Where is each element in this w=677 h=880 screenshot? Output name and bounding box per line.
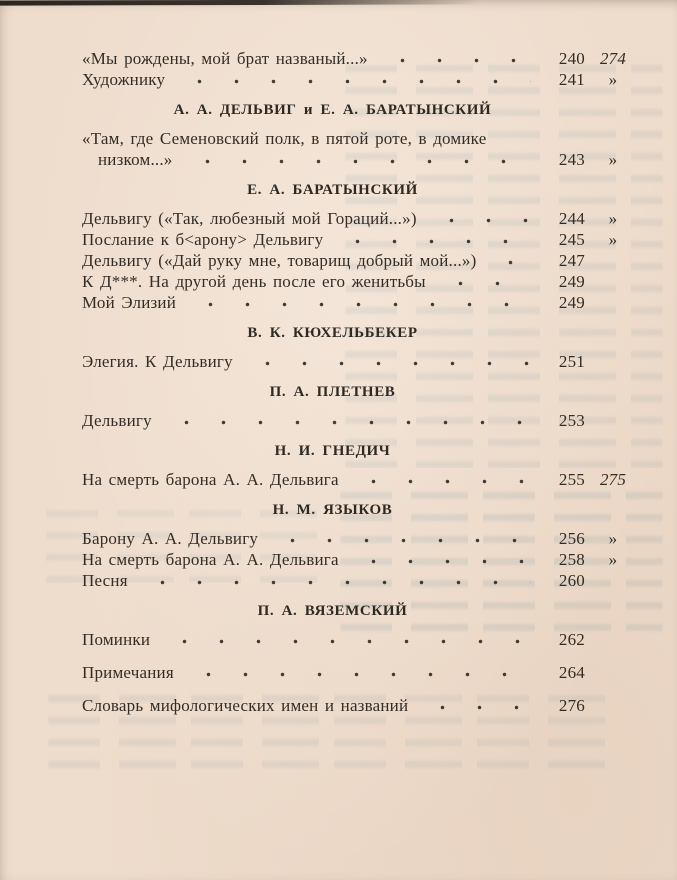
entry-title-line2: низком...» (98, 150, 173, 169)
toc-section (82, 662, 641, 683)
second-page-number: » (608, 230, 618, 249)
entry-title: Барону А. А. Дельвигу (82, 529, 259, 548)
entry-title: Примечания (82, 663, 174, 682)
second-page-number: 274 (599, 49, 627, 68)
toc-entry-continuation (82, 149, 641, 170)
page-number: 247 (558, 251, 585, 270)
dot-leader (333, 229, 531, 250)
toc-section (82, 48, 641, 90)
toc-entry (82, 351, 641, 372)
second-page-number: » (608, 70, 618, 89)
toc-entry (82, 128, 641, 149)
dot-leader (268, 528, 531, 549)
entry-title: Песня (82, 571, 128, 590)
toc-section (82, 100, 641, 170)
toc-entry (82, 271, 641, 292)
toc (82, 48, 641, 716)
toc-entry (82, 250, 641, 271)
page-number: 256 (558, 529, 585, 548)
page-number: 276 (558, 696, 585, 715)
entry-title: Дельвигу (82, 411, 152, 430)
page-number: 249 (558, 293, 585, 312)
toc-section (82, 500, 641, 591)
entry-title: Элегия. К Дельвигу (82, 352, 233, 371)
page-number: 251 (558, 352, 585, 371)
page-number: 245 (558, 230, 585, 249)
second-page-number: » (608, 529, 618, 548)
entry-title: Поминки (82, 630, 151, 649)
entry-title: «Мы рождены, мой брат названый...» (82, 49, 368, 68)
entry-title: Послание к б<арону> Дельвигу (82, 230, 324, 249)
entry-title: Дельвигу («Дай руку мне, товарищ добрый мой...») (82, 251, 477, 270)
toc-entry (82, 469, 641, 490)
toc-entry (82, 662, 641, 683)
second-page-number: 275 (599, 470, 627, 489)
dot-leader (184, 662, 531, 683)
toc-section (82, 180, 641, 313)
toc-section (82, 695, 641, 716)
page-number: 262 (558, 630, 585, 649)
second-page-number: » (608, 209, 618, 228)
dot-leader (436, 271, 531, 292)
toc-entry (82, 629, 641, 650)
entry-title: Мой Элизий (82, 293, 177, 312)
dot-leader (186, 292, 531, 313)
entry-title: Дельвигу («Так, любезный мой Гораций...») (82, 209, 417, 228)
dot-leader (349, 549, 531, 570)
toc-entry (82, 695, 641, 716)
toc-entry (82, 48, 641, 69)
author-heading: Е. А. БАРАТЫНСКИЙ (247, 182, 418, 198)
dot-leader (427, 208, 531, 229)
author-heading: П. А. ВЯЗЕМСКИЙ (257, 603, 408, 619)
page-number: 240 (558, 49, 585, 68)
page-number: 264 (558, 663, 585, 682)
toc-section (82, 323, 641, 372)
dot-leader (243, 351, 531, 372)
toc-entry (82, 528, 641, 549)
page-number: 249 (558, 272, 585, 291)
dot-leader (138, 570, 531, 591)
toc-entry (82, 410, 641, 431)
page-number: 244 (558, 209, 585, 228)
page-number: 258 (558, 550, 585, 569)
dot-leader (162, 410, 531, 431)
entry-title: Художнику (82, 70, 166, 89)
dot-leader (349, 469, 531, 490)
dot-leader (160, 629, 531, 650)
dot-leader (486, 250, 531, 271)
scan-edge-shadow (0, 0, 480, 6)
toc-section (82, 601, 641, 650)
dot-leader (183, 149, 532, 170)
toc-entry (82, 570, 641, 591)
page-number: 253 (558, 411, 585, 430)
toc-section (82, 441, 641, 490)
toc-entry (82, 69, 641, 90)
entry-title: На смерть барона А. А. Дельвига (82, 550, 339, 569)
toc-entry (82, 292, 641, 313)
dot-leader (175, 69, 531, 90)
dot-leader (418, 695, 531, 716)
author-heading: Н. М. ЯЗЫКОВ (272, 502, 393, 518)
entry-title: На смерть барона А. А. Дельвига (82, 470, 339, 489)
author-heading: Н. И. ГНЕДИЧ (274, 443, 391, 459)
second-page-number: » (608, 550, 618, 569)
toc-entry (82, 208, 641, 229)
author-heading: А. А. ДЕЛЬВИГ и Е. А. БАРАТЫНСКИЙ (173, 102, 492, 118)
author-heading: В. К. КЮХЕЛЬБЕКЕР (247, 325, 418, 341)
page-number: 241 (558, 70, 585, 89)
entry-title: «Там, где Семеновский полк, в пятой роте, в домике (82, 129, 487, 148)
toc-entry (82, 549, 641, 570)
second-page-number: » (608, 150, 618, 169)
author-heading: П. А. ПЛЕТНЕВ (269, 384, 396, 400)
toc-section (82, 382, 641, 431)
toc-entry (82, 229, 641, 250)
page-number: 243 (558, 150, 585, 169)
page-number: 260 (558, 571, 585, 590)
page-number: 255 (558, 470, 585, 489)
entry-title: К Д***. На другой день после его женитьбы (82, 272, 426, 291)
entry-title: Словарь мифологических имен и названий (82, 696, 409, 715)
dot-leader (378, 48, 531, 69)
